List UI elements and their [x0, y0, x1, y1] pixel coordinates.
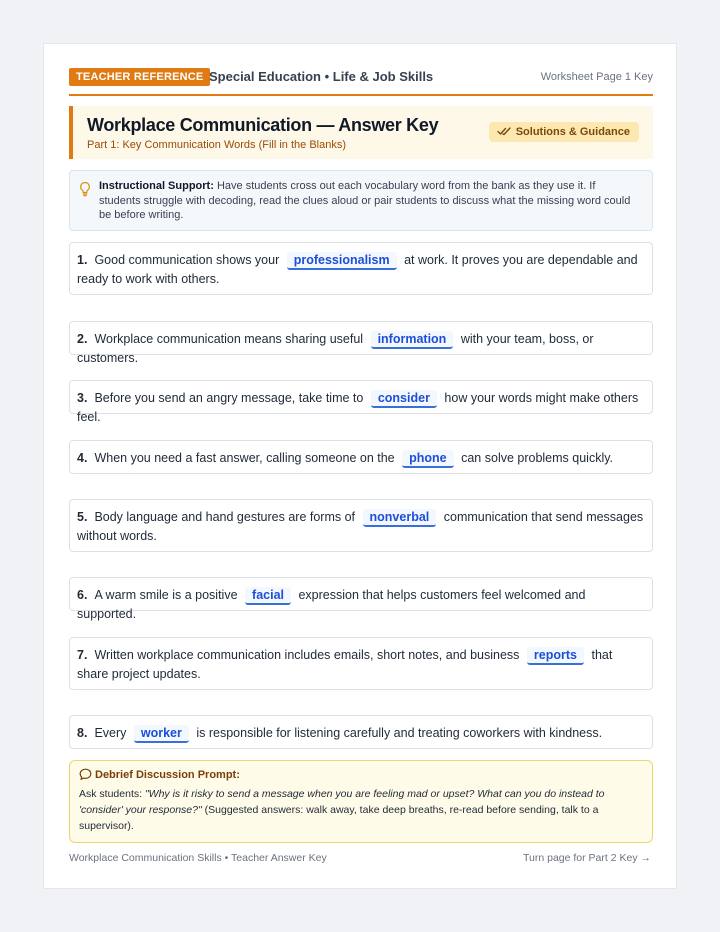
- question-text-after: at work. It proves you are dependable and ready to work with others.: [77, 253, 638, 286]
- department-label: Special Education • Life & Job Skills: [209, 69, 434, 84]
- speech-bubble-icon: [79, 768, 92, 781]
- question-number: 4.: [77, 451, 88, 465]
- answer-blank: phone: [402, 450, 454, 468]
- question-text-before: Workplace communication means sharing useful: [94, 332, 364, 346]
- question-8: [69, 715, 653, 749]
- instructional-support-text: [99, 179, 639, 223]
- answer-blank: professionalism: [287, 252, 397, 270]
- question-5: [69, 499, 653, 552]
- question-text-after: is responsible for listening carefully and treating coworkers with kindness.: [196, 726, 603, 740]
- question-number: 5.: [77, 510, 88, 524]
- page-subtitle: Part 1: Key Communication Words (Fill in the Blanks): [87, 139, 346, 151]
- question-text-before: Written workplace communication includes emails, short notes, and business: [94, 648, 520, 662]
- question-1: [69, 242, 653, 295]
- question-text-after: communication that send messages without words.: [77, 510, 644, 543]
- answer-blank: worker: [134, 725, 189, 743]
- question-text-before: Every: [94, 726, 127, 740]
- debrief-lead: Ask students:: [79, 788, 143, 800]
- question-text-before: Before you send an angry message, take time to: [94, 391, 364, 405]
- question-text-after: can solve problems quickly.: [461, 451, 614, 465]
- question-number: 2.: [77, 332, 88, 346]
- question-number: 1.: [77, 253, 88, 267]
- double-check-icon: [497, 126, 511, 136]
- question-number: 6.: [77, 588, 88, 602]
- question-4: [69, 440, 653, 474]
- question-text-before: When you need a fast answer, calling someone on the: [94, 451, 395, 465]
- question-7: [69, 637, 653, 690]
- question-6: [69, 577, 653, 621]
- question-2: [69, 321, 653, 365]
- support-label: Instructional Support:: [99, 180, 214, 192]
- question-text-before: Good communication shows your: [94, 253, 280, 267]
- question-text-before: Body language and hand gestures are forms of: [94, 510, 356, 524]
- question-text-after: with your team, boss, or customers.: [77, 332, 594, 365]
- question-text-after: that share project updates.: [77, 648, 613, 681]
- page-header: [69, 67, 653, 96]
- page-reference: Worksheet Page 1 Key: [540, 71, 653, 83]
- solutions-badge: [489, 122, 639, 142]
- next-page-hint: Turn page for Part 2 Key →: [522, 852, 651, 864]
- page-title: Workplace Communication — Answer Key: [87, 115, 439, 135]
- question-text-before: A warm smile is a positive: [94, 588, 238, 602]
- debrief-title-label: Debrief Discussion Prompt:: [95, 769, 240, 781]
- teacher-reference-badge: TEACHER REFERENCE: [69, 68, 210, 86]
- instructional-support-box: [69, 170, 653, 231]
- solutions-badge-label: Solutions & Guidance: [515, 126, 630, 138]
- debrief-question: "Why is it risky to send a message when you are feeling mad or upset? What can you do instead to 'consider' your response?": [79, 788, 605, 816]
- lightbulb-icon: [79, 181, 91, 197]
- question-number: 3.: [77, 391, 88, 405]
- title-block: [69, 106, 653, 159]
- question-text-after: expression that helps customers feel welcomed and supported.: [77, 588, 586, 621]
- worksheet-page: [43, 43, 677, 889]
- debrief-text: [79, 786, 647, 834]
- debrief-title: [79, 769, 240, 781]
- answer-blank: nonverbal: [363, 509, 437, 527]
- question-text-after: how your words might make others feel.: [77, 391, 639, 424]
- question-3: [69, 380, 653, 424]
- footer-left: Workplace Communication Skills • Teacher Answer Key: [69, 852, 327, 864]
- answer-blank: facial: [245, 587, 291, 605]
- debrief-prompt-box: [69, 760, 653, 843]
- answer-blank: reports: [527, 647, 584, 665]
- support-body: Have students cross out each vocabulary word from the bank as they use it. If students struggle with decoding, read the clues aloud or pair students to discuss what the missing word could be before writing.: [99, 180, 631, 221]
- question-number: 7.: [77, 648, 88, 662]
- question-number: 8.: [77, 726, 88, 740]
- debrief-answers: (Suggested answers: walk away, take deep breaths, re-read before sending, talk to a supervisor).: [79, 804, 599, 832]
- answer-blank: consider: [371, 390, 437, 408]
- answer-blank: information: [371, 331, 454, 349]
